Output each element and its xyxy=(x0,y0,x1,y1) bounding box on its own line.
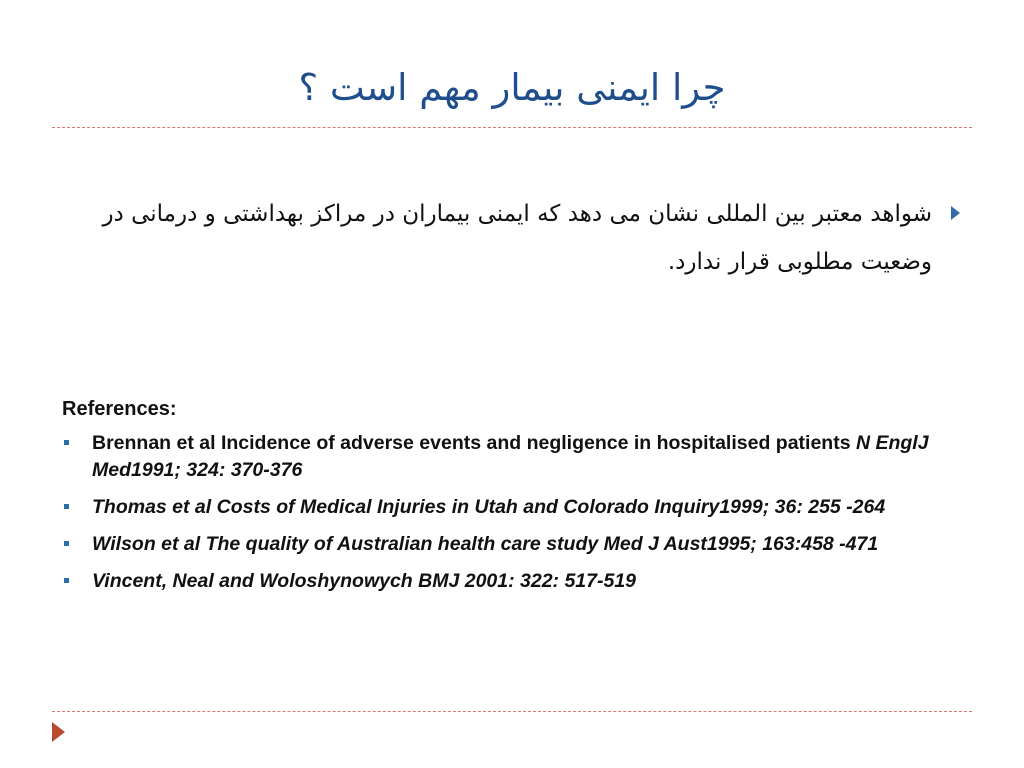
references-heading: References: xyxy=(62,398,177,420)
bottom-divider xyxy=(52,711,972,712)
reference-item xyxy=(62,494,962,521)
body-text: شواهد معتبر بین المللی نشان می دهد که ایمنی بیماران در مراکز بهداشتی و درمانی در وضعیت مطلوبی قرار ندارد. xyxy=(102,201,932,275)
slide-title: چرا ایمنی بیمار مهم است ؟ xyxy=(298,66,726,109)
reference-item xyxy=(62,531,962,558)
references-list xyxy=(62,430,962,595)
reference-citation: Vincent, Neal and Woloshynowych BMJ 2001: 322: 517-519 xyxy=(92,570,637,592)
top-divider xyxy=(52,127,972,128)
reference-citation: N EnglJ Med1991; 324: 370-376 xyxy=(92,432,929,481)
square-bullet-icon xyxy=(64,504,69,509)
triangle-bullet-icon xyxy=(951,206,960,220)
square-bullet-icon xyxy=(64,440,69,445)
reference-citation: Wilson et al The quality of Australian health care study Med J Aust1995; 163:458 -471 xyxy=(92,533,879,555)
reference-citation: Thomas et al Costs of Medical Injuries in Utah and Colorado Inquiry1999; 36: 255 -264 xyxy=(92,496,886,518)
reference-text: Brennan et al Incidence of adverse events and negligence in hospitalised patients xyxy=(92,432,856,454)
reference-item xyxy=(62,430,962,484)
square-bullet-icon xyxy=(64,541,69,546)
reference-item xyxy=(62,568,962,595)
next-slide-arrow-icon[interactable] xyxy=(52,722,65,742)
square-bullet-icon xyxy=(64,578,69,583)
body-bullet xyxy=(55,190,960,286)
references-section xyxy=(62,394,962,605)
